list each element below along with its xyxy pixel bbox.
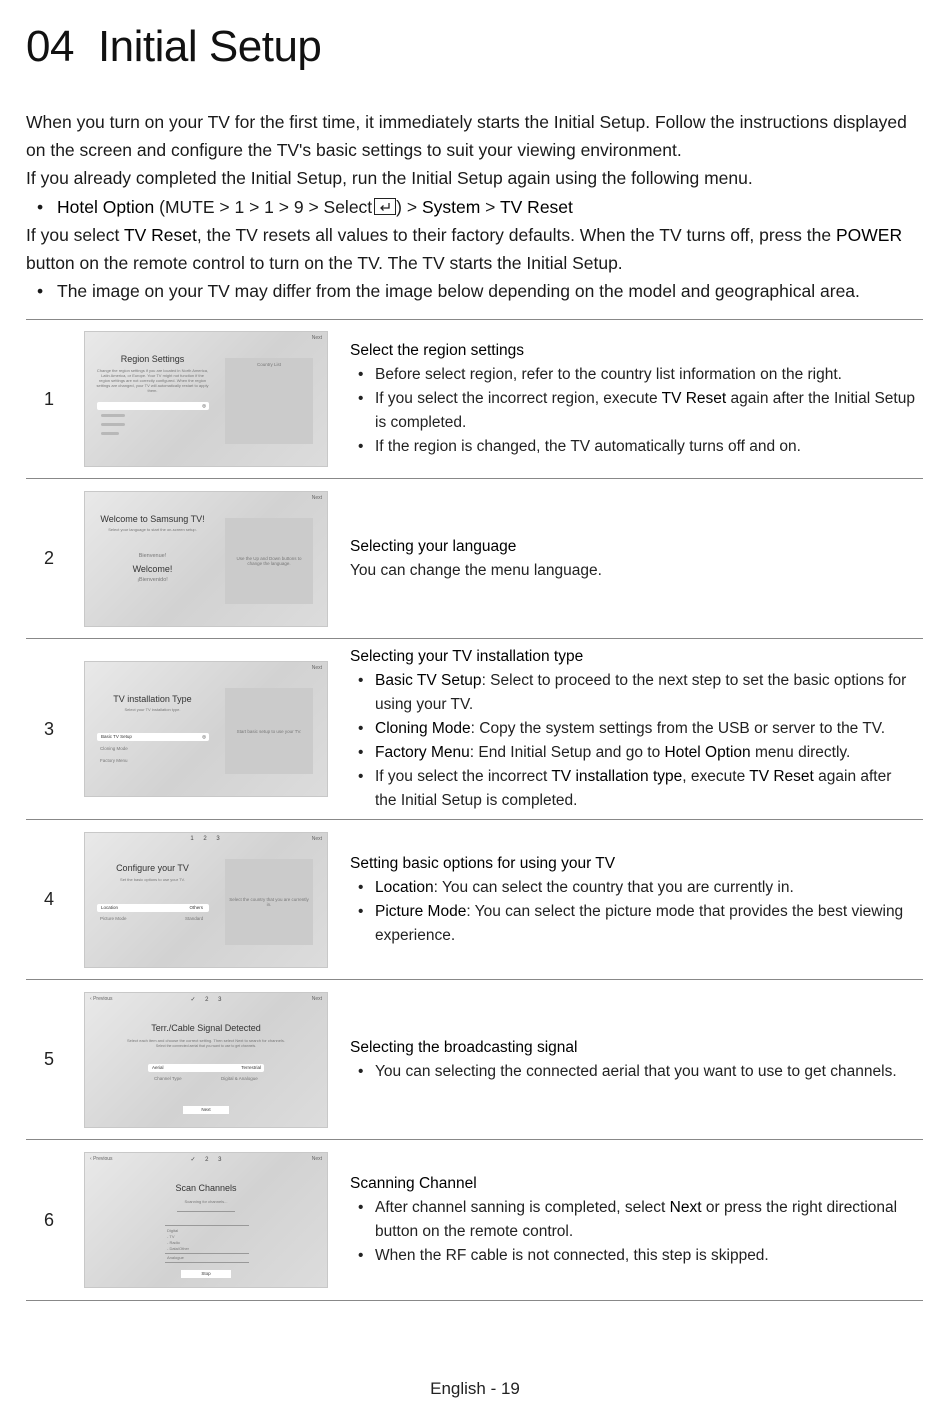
menu-path-tv-reset: TV Reset bbox=[499, 196, 573, 217]
text-run: : You can select the picture mode that provides the best viewing experience. bbox=[375, 902, 904, 944]
step-row bbox=[26, 479, 923, 639]
divider bbox=[165, 1225, 249, 1226]
step-screenshot-cell bbox=[72, 980, 332, 1140]
signal-detected-screen bbox=[84, 992, 328, 1128]
step-screenshot-cell bbox=[72, 1140, 332, 1301]
language-help-panel: Use the Up and Down buttons to change the language. bbox=[225, 518, 313, 604]
screen-title: TV installation Type bbox=[113, 694, 192, 704]
picture-mode-label: Picture Mode bbox=[100, 915, 127, 921]
text-run: : You can select the country that you are currently in. bbox=[433, 878, 794, 896]
step-description bbox=[332, 820, 923, 980]
step-bullets bbox=[350, 363, 917, 459]
bullet-item: • When the RF cable is not connected, this step is skipped. bbox=[350, 1244, 917, 1268]
bullet-item bbox=[350, 876, 917, 900]
bullet-item bbox=[350, 900, 917, 948]
blurred-list-item bbox=[101, 414, 125, 417]
text-run: again after the Initial Setup is completed. bbox=[375, 390, 915, 431]
chapter-number: 04 bbox=[26, 22, 74, 71]
step-row bbox=[26, 1140, 923, 1301]
step-description bbox=[332, 639, 923, 820]
installation-type-screen bbox=[84, 661, 328, 797]
screen-next-label: Next bbox=[311, 835, 322, 842]
install-option: Cloning Mode bbox=[100, 746, 128, 751]
text-run: : Copy the system settings from the USB or server to the TV. bbox=[470, 720, 886, 737]
step-row bbox=[26, 820, 923, 980]
location-row bbox=[97, 904, 209, 912]
divider bbox=[177, 1211, 235, 1212]
setup-progress: ✓ 2 3 bbox=[190, 1157, 222, 1163]
screen-description: Change the region settings if you are located in North America, Latin America, or Europe. Your TV might not function if the region settings are not correctly configured. When the region settings are changed, your TV will automatically restart to apply them. bbox=[96, 368, 209, 393]
menu-path-hotel-option: Hotel Option bbox=[57, 196, 155, 217]
install-help-panel: Start basic setup to use your TV. bbox=[225, 688, 313, 774]
scan-list-item: Analogue bbox=[167, 1255, 184, 1260]
divider bbox=[165, 1262, 249, 1263]
text-run: , execute bbox=[682, 768, 750, 785]
screen-title: Welcome to Samsung TV! bbox=[100, 513, 205, 524]
step-screenshot-cell bbox=[72, 639, 332, 820]
step-heading: Setting basic options for using your TV bbox=[350, 854, 616, 872]
location-help-panel: Select the country that you are currently in. bbox=[225, 859, 313, 945]
term-hotel-option: Hotel Option bbox=[664, 744, 751, 761]
term-tv-reset: TV Reset bbox=[661, 390, 727, 407]
screen-description: Select your language to start the on-screen setup. bbox=[108, 526, 197, 532]
screen-title: Terr./Cable Signal Detected bbox=[151, 1022, 261, 1033]
scan-list-item: - Radio bbox=[167, 1240, 180, 1245]
text-run: or press the right directional button on the remote control. bbox=[375, 1199, 898, 1240]
step-description bbox=[332, 479, 923, 639]
step-row bbox=[26, 320, 923, 479]
bullet-item bbox=[350, 387, 917, 435]
step-bullets bbox=[350, 1196, 917, 1268]
bullet-item: • You can selecting the connected aerial that you want to use to get channels. bbox=[350, 1060, 917, 1084]
gear-icon: ◎ bbox=[202, 734, 206, 739]
row-value: Terrestrial bbox=[241, 1064, 261, 1070]
intro-note: • The image on your TV may differ from the image below depending on the model and geographical area. bbox=[26, 277, 926, 305]
step-screenshot-cell bbox=[72, 479, 332, 639]
bullet-item bbox=[350, 1196, 917, 1244]
text-run: : Select to proceed to the next step to set the basic options for using your TV. bbox=[375, 672, 907, 713]
step-heading: Select the region settings bbox=[350, 342, 525, 359]
term-label: Cloning Mode bbox=[375, 720, 471, 737]
language-option: Bienvenue! bbox=[138, 552, 167, 559]
install-option: Factory Menu bbox=[100, 758, 128, 763]
step-number: 5 bbox=[26, 980, 72, 1140]
menu-path-system: System bbox=[421, 196, 481, 217]
row-label: Location bbox=[101, 904, 119, 910]
step-description bbox=[332, 320, 923, 479]
text-run: again after the Initial Setup is completed. bbox=[375, 768, 892, 809]
screen-subdescription: Select the connected aerial that you want to use to get channels. bbox=[155, 1043, 257, 1048]
text-run: If you select the incorrect bbox=[375, 768, 552, 785]
menu-path-bullet bbox=[26, 193, 926, 221]
setup-steps-table bbox=[26, 319, 923, 1301]
step-body: You can change the menu language. bbox=[350, 561, 602, 579]
screen-description: Select each item and choose the correct setting. Then select Next to search for channels. bbox=[126, 1037, 285, 1043]
text-run: menu directly. bbox=[750, 744, 851, 761]
step-number: 4 bbox=[26, 820, 72, 980]
screen-title: Configure your TV bbox=[116, 862, 189, 873]
step-heading: Selecting your language bbox=[350, 537, 517, 555]
term-label: Picture Mode bbox=[375, 902, 467, 920]
text-run: : End Initial Setup and go to bbox=[469, 744, 665, 761]
page-footer: English - 19 bbox=[430, 1379, 520, 1398]
enter-key-icon bbox=[374, 198, 396, 215]
bullet-item bbox=[350, 741, 917, 765]
step-row bbox=[26, 980, 923, 1140]
option-label: Basic TV Setup bbox=[101, 734, 132, 739]
text-run: , the TV resets all values to their factory defaults. When the TV turns off, press the bbox=[196, 224, 836, 245]
step-row bbox=[26, 639, 923, 820]
step-screenshot-cell bbox=[72, 820, 332, 980]
scan-list-item: Digital bbox=[167, 1228, 179, 1233]
previous-text: Previous bbox=[93, 1156, 113, 1162]
screen-description: Set the basic options to use your TV. bbox=[120, 876, 185, 882]
setup-progress: 1 2 3 bbox=[190, 835, 220, 842]
language-option: ¡Bienvenido! bbox=[137, 576, 168, 583]
chevron-left-icon: ‹ bbox=[90, 995, 94, 1002]
screen-description: Select your TV installation type. bbox=[124, 707, 181, 712]
blurred-list-item bbox=[101, 423, 125, 426]
step-bullets bbox=[350, 669, 917, 813]
intro-paragraph-3 bbox=[26, 221, 926, 277]
step-number: 2 bbox=[26, 479, 72, 639]
next-button: Next bbox=[183, 1106, 229, 1114]
step-heading: Selecting the broadcasting signal bbox=[350, 1038, 578, 1056]
chapter-title: Initial Setup bbox=[97, 22, 322, 71]
language-screen bbox=[84, 491, 328, 627]
divider bbox=[165, 1253, 249, 1254]
text-run: button on the remote control to turn on the TV. The TV starts the Initial Setup. bbox=[26, 253, 623, 274]
menu-path-text: ) > bbox=[396, 196, 422, 217]
screen-next-label: Next bbox=[311, 995, 322, 1002]
channel-type-value: Digital & Analogue bbox=[221, 1075, 258, 1081]
intro-paragraph-1: When you turn on your TV for the first time, it immediately starts the Initial Setup. Follow the instructions displayed on the screen and configure the TV's basic settings to suit your viewing environment. bbox=[26, 112, 907, 161]
region-settings-screen bbox=[84, 331, 328, 467]
country-list-panel: Country List bbox=[225, 358, 313, 444]
scan-list-item: - Data/Other bbox=[167, 1246, 190, 1251]
row-label: Aerial bbox=[152, 1064, 164, 1070]
menu-path-separator: > bbox=[480, 196, 500, 217]
channel-type-label: Channel Type bbox=[154, 1075, 182, 1081]
step-number: 6 bbox=[26, 1140, 72, 1301]
intro-paragraph-2: If you already completed the Initial Setup, run the Initial Setup again using the following menu. bbox=[26, 168, 753, 189]
term-tv-reset: TV Reset bbox=[123, 224, 197, 245]
term-installation-type: TV installation type bbox=[551, 768, 683, 785]
step-heading: Selecting your TV installation type bbox=[350, 648, 584, 665]
scan-list-item: - TV bbox=[167, 1234, 175, 1239]
screen-next-label: Next bbox=[311, 335, 322, 341]
screen-next-label: Next bbox=[311, 494, 322, 501]
bullet-item: • If the region is changed, the TV automatically turns off and on. bbox=[350, 435, 917, 459]
text-run: If you select bbox=[26, 224, 124, 245]
text-run: After channel sanning is completed, select bbox=[375, 1199, 670, 1216]
screen-next-label: Next bbox=[311, 1156, 322, 1162]
bullet-item bbox=[350, 765, 917, 813]
term-tv-reset: TV Reset bbox=[749, 768, 814, 785]
setup-progress: ✓ 2 3 bbox=[190, 996, 222, 1003]
screen-next-label: Next bbox=[311, 665, 322, 671]
step-description bbox=[332, 1140, 923, 1301]
picture-mode-value: Standard bbox=[185, 915, 204, 921]
step-bullets bbox=[350, 876, 917, 948]
stop-button: Stop bbox=[181, 1270, 231, 1278]
previous-text: Previous bbox=[93, 995, 113, 1002]
step-number: 3 bbox=[26, 639, 72, 820]
bullet-item bbox=[350, 717, 917, 741]
install-option-selected bbox=[97, 733, 209, 741]
configure-tv-screen bbox=[84, 832, 328, 968]
gear-icon: ◎ bbox=[202, 403, 206, 408]
step-screenshot-cell bbox=[72, 320, 332, 479]
blurred-list-item bbox=[101, 432, 119, 435]
language-option-selected: Welcome! bbox=[132, 563, 173, 574]
term-next: Next bbox=[669, 1199, 702, 1216]
bullet-item: • Before select region, refer to the country list information on the right. bbox=[350, 363, 917, 387]
screen-description: Scanning for channels... bbox=[184, 1199, 228, 1204]
step-bullets bbox=[350, 1060, 917, 1084]
scan-channels-screen bbox=[84, 1152, 328, 1288]
intro-section bbox=[26, 108, 926, 305]
chevron-left-icon: ‹ bbox=[90, 1156, 94, 1162]
row-value: Others bbox=[189, 904, 203, 910]
term-label: Factory Menu bbox=[375, 744, 470, 761]
term-label: Basic TV Setup bbox=[375, 672, 482, 689]
screen-title: Region Settings bbox=[120, 354, 185, 364]
step-description bbox=[332, 980, 923, 1140]
menu-path-text: (MUTE > 1 > 1 > 9 > Select bbox=[154, 196, 373, 217]
screen-title: Scan Channels bbox=[175, 1183, 237, 1193]
text-run: If you select the incorrect region, execute bbox=[375, 390, 662, 407]
term-power: POWER bbox=[835, 224, 903, 245]
bullet-item bbox=[350, 669, 917, 717]
aerial-row bbox=[148, 1064, 264, 1072]
step-number: 1 bbox=[26, 320, 72, 479]
step-heading: Scanning Channel bbox=[350, 1175, 477, 1192]
page-title bbox=[26, 22, 321, 72]
term-label: Location bbox=[375, 878, 434, 896]
region-selector bbox=[97, 402, 209, 410]
